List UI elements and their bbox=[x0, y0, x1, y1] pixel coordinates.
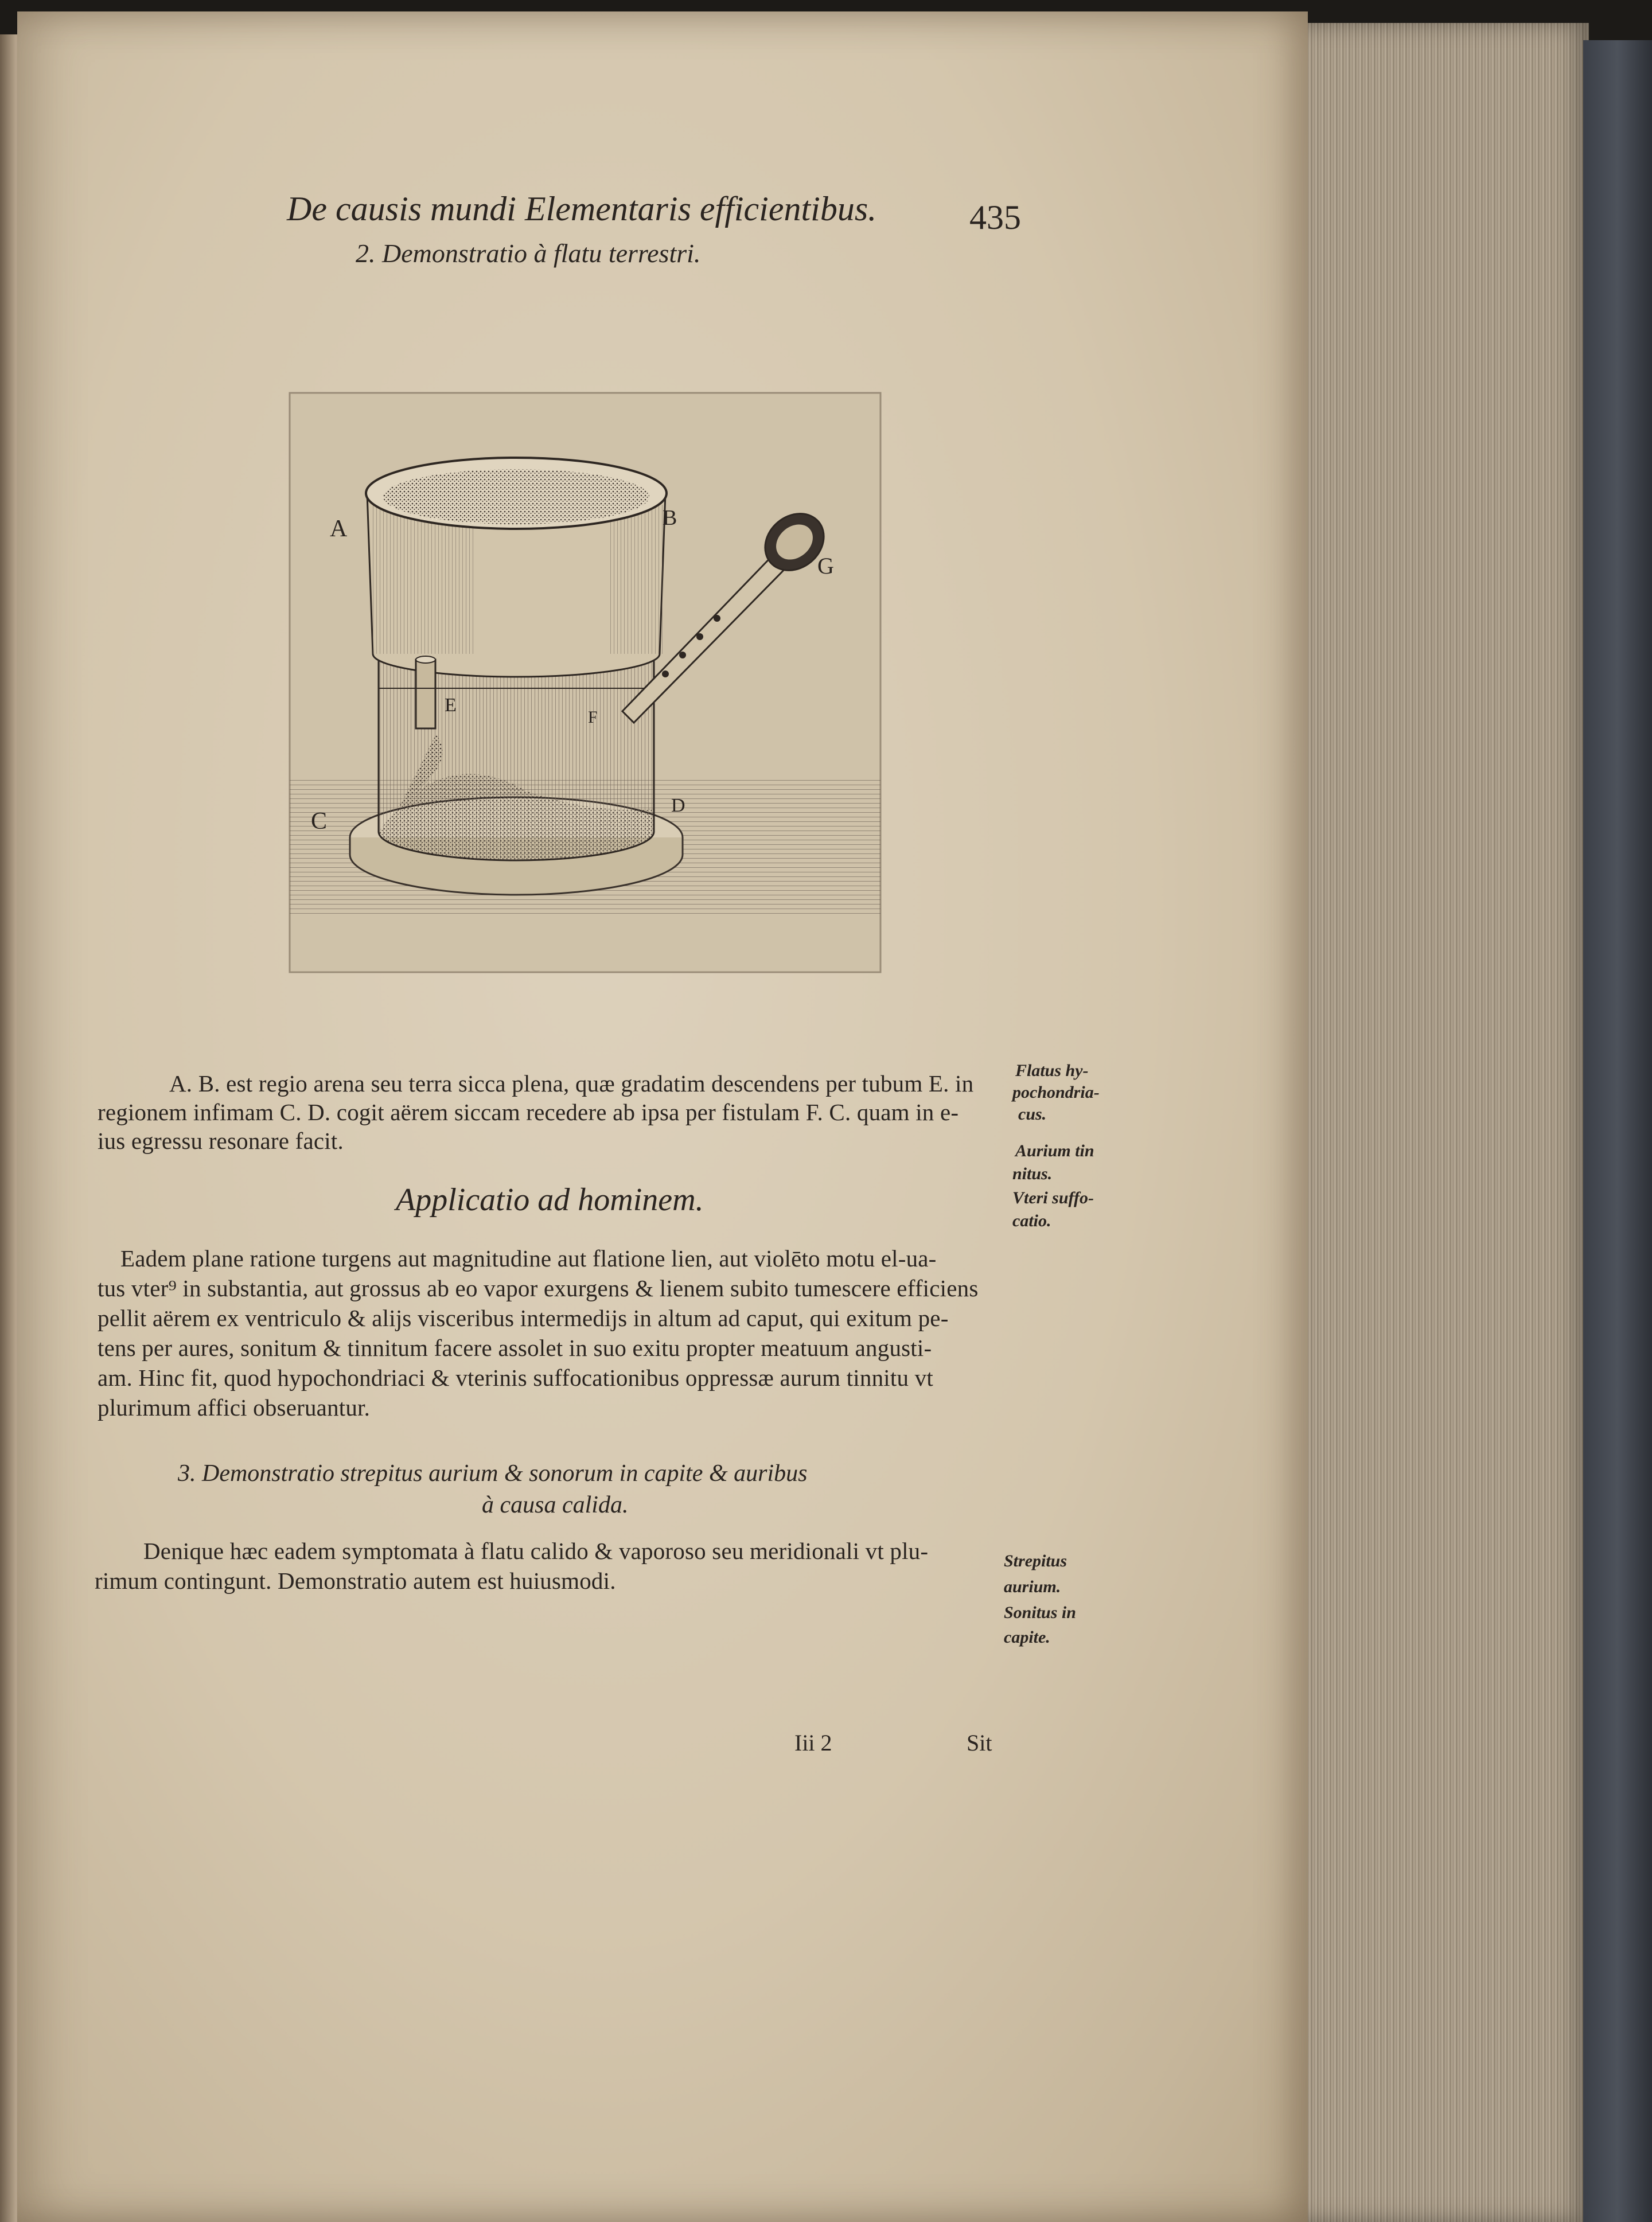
paragraph2-line2: tus vter⁹ in substantia, aut grossus ab eo vapor exurgens & lienem subito tumescere efficiens bbox=[98, 1275, 979, 1301]
tube-e bbox=[416, 660, 435, 728]
section-heading: Applicatio ad hominem. bbox=[396, 1182, 704, 1218]
margin-note: catio. bbox=[1012, 1211, 1051, 1230]
label-a: A bbox=[330, 516, 348, 542]
page-number: 435 bbox=[969, 198, 1021, 236]
paragraph3-line1: Denique hæc eadem symptomata à flatu calido & vaporoso seu meridionali vt plu- bbox=[143, 1538, 929, 1564]
margin-note: nitus. bbox=[1012, 1164, 1053, 1183]
paragraph2-line4: tens per aures, sonitum & tinnitum facere assolet in suo exitu propter meatuum angusti- bbox=[98, 1335, 932, 1361]
paragraph2-line3: pellit aërem ex ventriculo & alijs visceribus intermedijs in altum ad caput, qui exitum pe- bbox=[98, 1305, 949, 1331]
catchword: Sit bbox=[967, 1730, 992, 1756]
label-c: C bbox=[311, 808, 328, 835]
label-b: B bbox=[663, 506, 677, 530]
paragraph1-line1: A. B. est regio arena seu terra sicca plena, quæ gradatim descendens per tubum E. in bbox=[169, 1070, 974, 1097]
section3-title-line1: 3. Demonstratio strepitus aurium & sonorum in capite & auribus bbox=[178, 1460, 808, 1487]
paragraph1-line3: ius egressu resonare facit. bbox=[98, 1128, 344, 1154]
label-d: D bbox=[671, 795, 685, 816]
margin-note: Sonitus in bbox=[1004, 1603, 1076, 1622]
label-e: E bbox=[445, 695, 457, 716]
margin-note: Flatus hy- bbox=[1015, 1061, 1089, 1080]
paragraph3-line2: rimum contingunt. Demonstratio autem est huiusmodi. bbox=[95, 1568, 616, 1594]
book-cover bbox=[1583, 40, 1652, 2222]
book-fore-edge bbox=[1302, 23, 1589, 2222]
label-f: F bbox=[588, 708, 598, 727]
section3-title-line2: à causa calida. bbox=[482, 1492, 629, 1518]
section-subtitle: 2. Demonstratio à flatu terrestri. bbox=[356, 239, 701, 268]
paragraph2-line6: plurimum affici obseruantur. bbox=[98, 1394, 371, 1421]
margin-note: Vteri suffo- bbox=[1012, 1188, 1094, 1207]
margin-note: cus. bbox=[1018, 1105, 1047, 1124]
upper-sand bbox=[383, 469, 649, 524]
paragraph2-line5: am. Hinc fit, quod hypochondriaci & vterinis suffocationibus oppressæ aurum tinnitu vt bbox=[98, 1365, 933, 1391]
running-head: De causis mundi Elementaris efficientibus. bbox=[287, 190, 877, 228]
engraving-figure bbox=[287, 390, 883, 975]
label-g: G bbox=[817, 553, 834, 579]
paragraph1-line2: regionem infimam C. D. cogit aërem siccam recedere ab ipsa per fistulam F. C. quam in e- bbox=[98, 1099, 959, 1125]
signature-mark: Iii 2 bbox=[794, 1730, 832, 1756]
vessel-engraving bbox=[287, 390, 883, 975]
margin-note: aurium. bbox=[1004, 1577, 1061, 1596]
margin-note: Strepitus bbox=[1004, 1551, 1067, 1570]
margin-note: pochondria- bbox=[1012, 1083, 1100, 1102]
margin-note: Aurium tin bbox=[1015, 1141, 1094, 1160]
margin-note: capite. bbox=[1004, 1628, 1050, 1647]
paragraph2-line1: Eadem plane ratione turgens aut magnitudine aut flatione lien, aut violēto motu el-ua- bbox=[120, 1245, 937, 1272]
